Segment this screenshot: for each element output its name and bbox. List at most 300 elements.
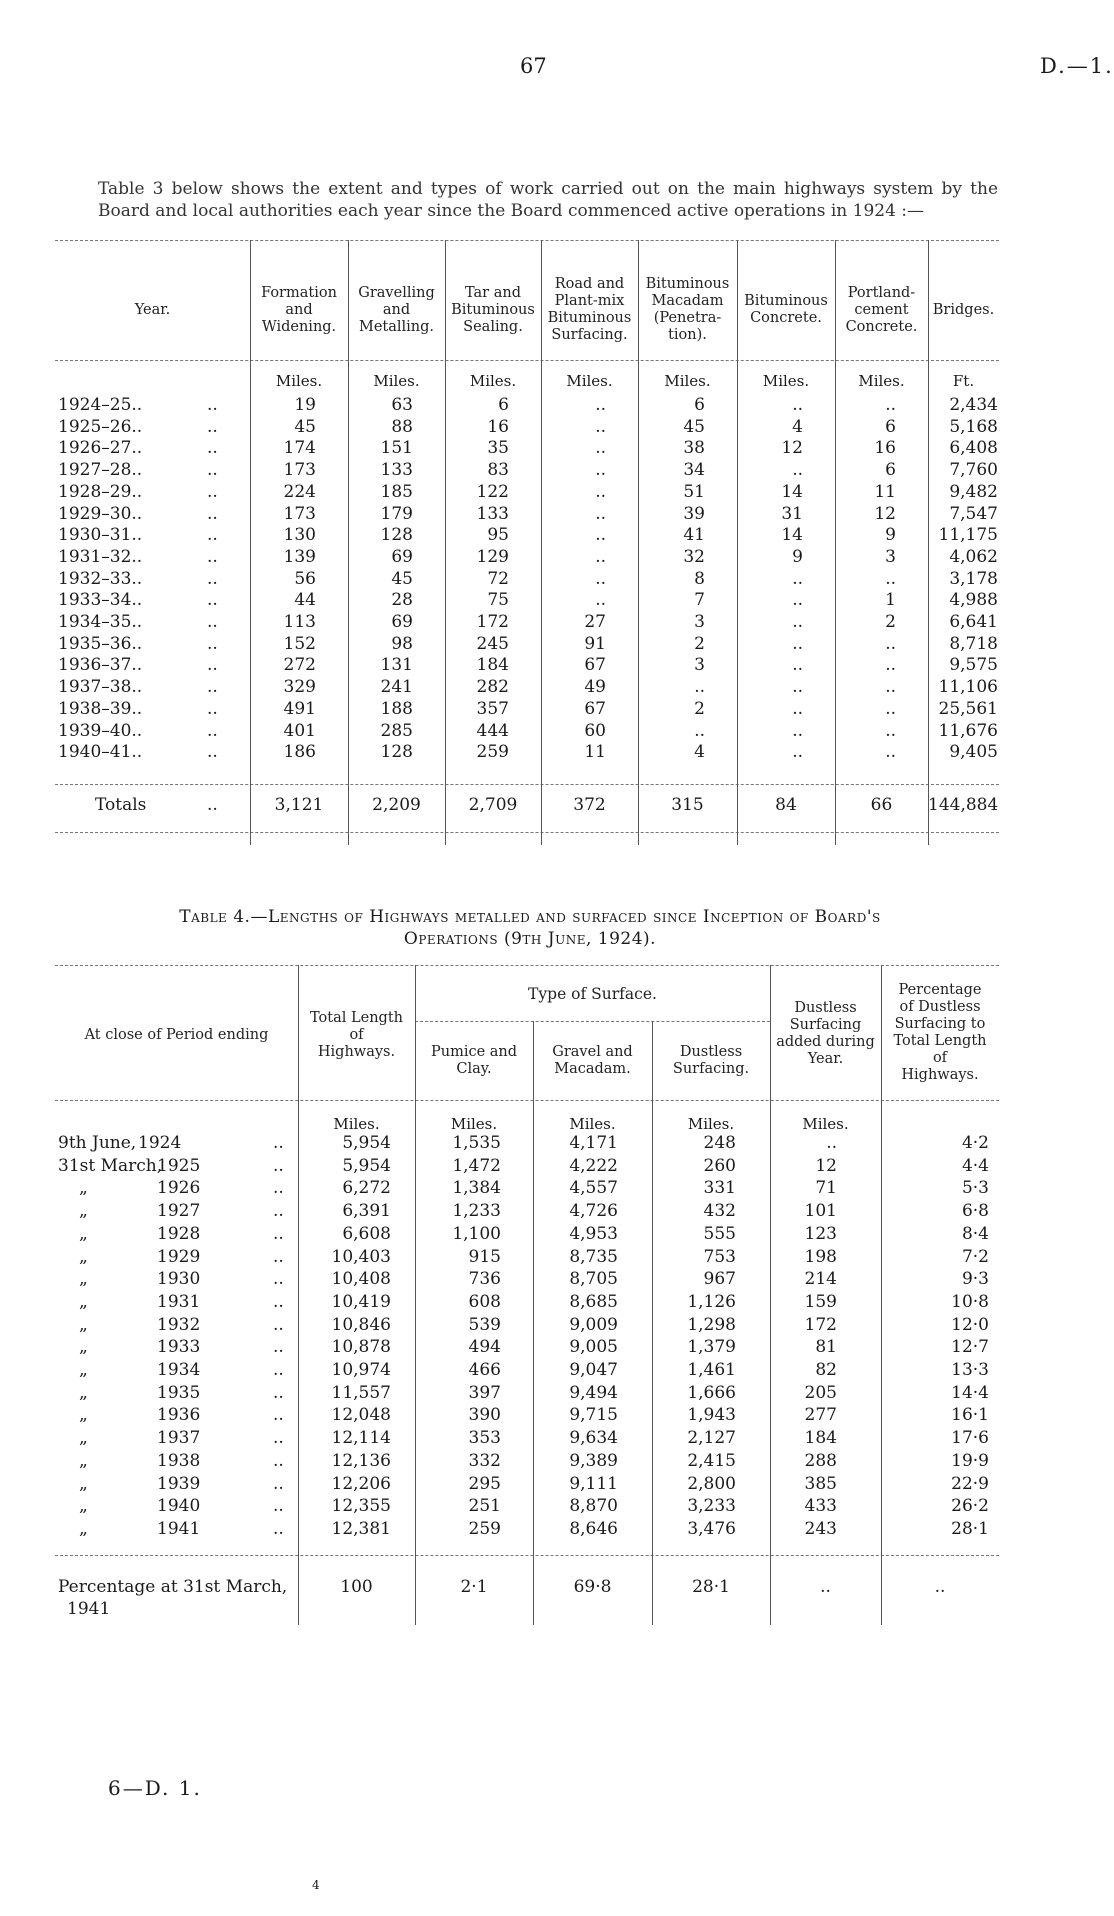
cell-total-length: 12,206 [331, 1473, 391, 1494]
table-4-row [55, 1156, 999, 1178]
cell-total-length: 12,381 [331, 1518, 391, 1539]
cell-plant-mix: 67 [584, 655, 606, 676]
pct-gravel: 69·8 [573, 1577, 612, 1597]
leader-dots: .. [273, 1201, 284, 1222]
table-4-row [55, 1133, 999, 1155]
row-year: 1925–26.. [58, 416, 143, 437]
leader-dots: .. [273, 1314, 284, 1335]
cell-bridges: 25,561 [938, 698, 998, 719]
cell-gravel-macadam: 9,009 [569, 1314, 618, 1335]
table-3-row [55, 677, 999, 699]
cell-pumice-clay: 332 [468, 1450, 501, 1471]
cell-gravel-macadam: 4,222 [569, 1155, 618, 1176]
cell-gravelling: 185 [380, 481, 413, 502]
cell-gravelling: 45 [391, 568, 413, 589]
footer-signature: 6—D. 1. [108, 1776, 202, 1800]
cell-formation: 113 [283, 612, 316, 632]
cell-bituminous-concrete: .. [792, 633, 803, 654]
total-bridges: 144,884 [928, 795, 999, 815]
unit-label: Miles. [566, 372, 613, 390]
cell-percentage: 10·8 [951, 1291, 989, 1312]
cell-plant-mix: .. [595, 568, 606, 589]
cell-gravelling: 69 [391, 546, 413, 567]
header-bituminous-concrete: Bituminous Concrete. [744, 293, 828, 326]
row-year: 1928–29.. [58, 481, 143, 502]
cell-tar-sealing: 16 [487, 416, 509, 437]
cell-bituminous-macadam: 2 [694, 698, 705, 719]
cell-percentage: 6·8 [961, 1201, 989, 1222]
cell-tar-sealing: 75 [487, 590, 509, 611]
cell-tar-sealing: 35 [487, 438, 509, 459]
table-3-row [55, 742, 999, 764]
cell-portland-cement: .. [885, 655, 896, 676]
row-period-prefix: „ [79, 1518, 88, 1539]
table-4-row [55, 1315, 999, 1337]
header-period: At close of Period ending [84, 1026, 269, 1043]
table-3-row [55, 699, 999, 721]
row-period-prefix: „ [79, 1337, 88, 1358]
unit-label: Miles. [469, 372, 517, 390]
cell-tar-sealing: 122 [476, 481, 509, 502]
row-period-prefix: „ [79, 1178, 88, 1199]
unit-label: Miles. [687, 1115, 735, 1133]
table-3-row [55, 525, 999, 547]
cell-total-length: 6,608 [342, 1223, 391, 1244]
cell-portland-cement: 3 [885, 546, 896, 567]
cell-bituminous-concrete: 31 [781, 503, 803, 524]
cell-pumice-clay: 251 [468, 1496, 501, 1517]
cell-gravelling: 188 [380, 698, 413, 719]
table-3-row [55, 504, 999, 526]
row-year: 1930–31.. [58, 525, 143, 546]
row-period-year: 1941 [157, 1518, 201, 1539]
cell-formation: 19 [294, 395, 316, 415]
cell-dustless: 260 [703, 1155, 736, 1176]
cell-dustless: 331 [703, 1178, 736, 1199]
table-3-row [55, 438, 999, 460]
leader-dots: .. [207, 677, 218, 698]
table-3-row [55, 547, 999, 569]
cell-dustless-added: 159 [804, 1291, 837, 1312]
table-3-row [55, 590, 999, 612]
leader-dots: .. [207, 655, 218, 676]
cell-portland-cement: 9 [885, 525, 896, 546]
row-period-year: 1930 [157, 1269, 201, 1290]
row-period-prefix: „ [79, 1360, 88, 1380]
row-period-prefix: „ [79, 1269, 88, 1290]
table-3-totals-rule [55, 784, 999, 785]
unit-label: Miles. [858, 372, 905, 390]
cell-gravel-macadam: 4,171 [569, 1133, 618, 1153]
cell-bridges: 6,408 [949, 438, 998, 459]
cell-plant-mix: 91 [584, 633, 606, 654]
cell-formation: 139 [283, 546, 316, 567]
cell-portland-cement: 12 [874, 503, 896, 524]
cell-gravelling: 131 [380, 655, 413, 676]
cell-pumice-clay: 1,384 [452, 1178, 501, 1199]
cell-bituminous-concrete: 4 [792, 416, 803, 437]
cell-bituminous-macadam: 34 [683, 460, 705, 481]
cell-gravel-macadam: 8,705 [569, 1269, 618, 1290]
cell-bituminous-concrete: .. [792, 720, 803, 741]
row-period-prefix: „ [79, 1496, 88, 1517]
table-4-title [60, 906, 1000, 950]
cell-percentage: 22·9 [951, 1473, 989, 1494]
cell-total-length: 12,114 [331, 1428, 391, 1449]
cell-plant-mix: 11 [584, 742, 606, 763]
header-total-length: Total Length of Highways. [310, 1009, 403, 1060]
cell-dustless-added: .. [826, 1133, 837, 1153]
cell-gravelling: 63 [391, 395, 413, 415]
cell-bituminous-concrete: .. [792, 655, 803, 676]
pct-pumice: 2·1 [460, 1577, 488, 1597]
row-period-year: 1926 [157, 1178, 201, 1199]
row-year: 1935–36.. [58, 633, 143, 654]
table-4-row [55, 1224, 999, 1246]
cell-bridges: 9,405 [949, 742, 998, 763]
cell-gravel-macadam: 4,557 [569, 1178, 618, 1199]
cell-dustless: 753 [703, 1246, 736, 1267]
table-3-row [55, 395, 999, 417]
table-4-row [55, 1428, 999, 1450]
cell-gravelling: 98 [391, 633, 413, 654]
cell-portland-cement: .. [885, 720, 896, 741]
row-period-year: 1934 [157, 1360, 201, 1380]
cell-bituminous-concrete: .. [792, 612, 803, 632]
leader-dots: .. [273, 1382, 284, 1403]
cell-dustless-added: 81 [815, 1337, 837, 1358]
leader-dots: .. [273, 1360, 284, 1380]
cell-bituminous-macadam: 39 [683, 503, 705, 524]
table-3-row [55, 482, 999, 504]
cell-gravelling: 128 [380, 525, 413, 546]
cell-gravelling: 241 [380, 677, 413, 698]
table-4-percentage-rule [55, 1555, 999, 1556]
cell-formation: 45 [294, 416, 316, 437]
cell-formation: 130 [283, 525, 316, 546]
row-period-year: 1929 [157, 1246, 201, 1267]
leader-dots: .. [207, 633, 218, 654]
cell-bituminous-macadam: 8 [694, 568, 705, 589]
cell-portland-cement: 6 [885, 416, 896, 437]
leader-dots: .. [207, 460, 218, 481]
table-4-row [55, 1360, 999, 1382]
cell-dustless-added: 12 [815, 1155, 837, 1176]
row-period-prefix: „ [79, 1450, 88, 1471]
cell-gravelling: 133 [380, 460, 413, 481]
cell-formation: 224 [283, 481, 316, 502]
cell-tar-sealing: 172 [476, 612, 509, 632]
cell-pumice-clay: 1,472 [452, 1155, 501, 1176]
cell-tar-sealing: 6 [498, 395, 509, 415]
table-4-row [55, 1474, 999, 1496]
totals-label: Totals [95, 795, 147, 815]
cell-total-length: 10,846 [331, 1314, 391, 1335]
row-year: 1936–37.. [58, 655, 143, 676]
cell-formation: 174 [283, 438, 316, 459]
cell-total-length: 10,974 [331, 1360, 391, 1380]
header-year: Year. [134, 301, 171, 318]
cell-pumice-clay: 1,535 [452, 1133, 501, 1153]
header-pumice-clay: Pumice and Clay. [430, 1044, 518, 1077]
row-period-year: 1932 [157, 1314, 201, 1335]
cell-dustless: 432 [703, 1201, 736, 1222]
cell-pumice-clay: 295 [468, 1473, 501, 1494]
cell-gravel-macadam: 9,634 [569, 1428, 618, 1449]
cell-pumice-clay: 466 [468, 1360, 501, 1380]
cell-formation: 173 [283, 503, 316, 524]
cell-formation: 152 [283, 633, 316, 654]
cell-bridges: 9,575 [949, 655, 998, 676]
cell-bituminous-concrete: .. [792, 677, 803, 698]
cell-portland-cement: 2 [885, 612, 896, 632]
cell-portland-cement: .. [885, 698, 896, 719]
cell-total-length: 12,048 [331, 1405, 391, 1426]
cell-dustless: 1,943 [687, 1405, 736, 1426]
row-year: 1932–33.. [58, 568, 143, 589]
percentage-label-line-2: 1941 [67, 1599, 111, 1619]
cell-bridges: 11,106 [938, 677, 998, 698]
header-dustless-added: Dustless Surfacing added during Year. [776, 1000, 875, 1067]
table-4-title-line-1: Table 4.—Lengths of Highways metalled and surfaced since Inception of Board's [179, 907, 881, 927]
table-4-row [55, 1405, 999, 1427]
pct-percentage: .. [934, 1577, 946, 1597]
row-period-year: 1935 [157, 1382, 201, 1403]
cell-total-length: 6,272 [342, 1178, 391, 1199]
cell-percentage: 4·4 [961, 1155, 989, 1176]
cell-percentage: 17·6 [951, 1428, 989, 1449]
header-dustless-surfacing: Dustless Surfacing. [672, 1044, 750, 1077]
cell-dustless: 3,233 [687, 1496, 736, 1517]
table-3 [55, 240, 999, 845]
cell-tar-sealing: 259 [476, 742, 509, 763]
total-bituminous-macadam: 315 [671, 795, 704, 815]
header-portland-cement: Portland- cement Concrete. [845, 284, 918, 335]
leader-dots: .. [273, 1133, 284, 1153]
cell-bridges: 3,178 [949, 568, 998, 589]
table-3-row [55, 634, 999, 656]
leader-dots: .. [273, 1518, 284, 1539]
cell-bridges: 5,168 [949, 416, 998, 437]
row-period-prefix: „ [79, 1405, 88, 1426]
cell-plant-mix: .. [595, 416, 606, 437]
table-4-header-rule [55, 1100, 999, 1101]
row-period-year: 1937 [157, 1428, 201, 1449]
printer-mark: 4 [312, 1878, 320, 1892]
cell-plant-mix: 60 [584, 720, 606, 741]
row-period-prefix: „ [79, 1291, 88, 1312]
table-3-row [55, 721, 999, 743]
cell-bituminous-concrete: .. [792, 460, 803, 481]
cell-portland-cement: 11 [874, 481, 896, 502]
table-4-top-rule [55, 965, 999, 966]
leader-dots: .. [207, 481, 218, 502]
cell-total-length: 10,408 [331, 1269, 391, 1290]
cell-bituminous-macadam: 45 [683, 416, 705, 437]
table-4-title-line-2: Operations (9th June, 1924). [403, 929, 657, 949]
row-period-year: 1938 [157, 1450, 201, 1471]
cell-gravelling: 88 [391, 416, 413, 437]
cell-total-length: 6,391 [342, 1201, 391, 1222]
row-year: 1937–38.. [58, 677, 143, 698]
cell-pumice-clay: 397 [468, 1382, 501, 1403]
cell-percentage: 7·2 [961, 1246, 989, 1267]
cell-gravel-macadam: 9,389 [569, 1450, 618, 1471]
unit-label: Miles. [450, 1115, 498, 1133]
cell-plant-mix: .. [595, 395, 606, 415]
row-year: 1924–25.. [58, 395, 143, 415]
header-type-of-surface: Type of Surface. [528, 984, 657, 1003]
unit-label: Miles. [802, 1115, 849, 1133]
leader-dots: .. [273, 1450, 284, 1471]
row-period-year: 1931 [157, 1291, 201, 1312]
cell-total-length: 12,355 [331, 1496, 391, 1517]
cell-dustless: 1,379 [687, 1337, 736, 1358]
cell-bituminous-concrete: 12 [781, 438, 803, 459]
table-4-percentage-row [55, 1569, 999, 1619]
cell-bituminous-macadam: .. [694, 720, 705, 741]
total-bituminous-concrete: 84 [775, 795, 797, 815]
cell-portland-cement: 1 [885, 590, 896, 611]
row-period-prefix: „ [79, 1473, 88, 1494]
cell-dustless-added: 205 [804, 1382, 837, 1403]
cell-total-length: 12,136 [331, 1450, 391, 1471]
cell-total-length: 11,557 [331, 1382, 391, 1403]
leader-dots: .. [207, 525, 218, 546]
cell-bituminous-concrete: .. [792, 568, 803, 589]
cell-percentage: 13·3 [951, 1360, 989, 1380]
cell-formation: 56 [294, 568, 316, 589]
cell-bituminous-macadam: 3 [694, 612, 705, 632]
cell-bituminous-macadam: .. [694, 677, 705, 698]
leader-dots: .. [273, 1291, 284, 1312]
cell-dustless-added: 214 [804, 1269, 837, 1290]
leader-dots: .. [207, 438, 218, 459]
table-4-row [55, 1496, 999, 1518]
leader-dots: .. [207, 416, 218, 437]
cell-dustless: 2,415 [687, 1450, 736, 1471]
cell-bituminous-macadam: 2 [694, 633, 705, 654]
table-4-row [55, 1519, 999, 1541]
total-tar-sealing: 2,709 [468, 795, 518, 815]
cell-gravelling: 179 [380, 503, 413, 524]
cell-pumice-clay: 1,100 [452, 1223, 501, 1244]
leader-dots: .. [207, 698, 218, 719]
cell-bridges: 7,547 [949, 503, 998, 524]
header-formation: Formation and Widening. [261, 284, 337, 335]
cell-dustless-added: 277 [804, 1405, 837, 1426]
cell-dustless: 1,461 [687, 1360, 736, 1380]
table-4-row [55, 1269, 999, 1291]
cell-formation: 401 [283, 720, 316, 741]
type-of-surface-rule [415, 1021, 770, 1022]
cell-bridges: 9,482 [949, 481, 998, 502]
row-period-year: 1940 [157, 1496, 201, 1517]
header-plant-mix: Road and Plant-mix Bituminous Surfacing. [547, 276, 632, 343]
cell-tar-sealing: 444 [476, 720, 509, 741]
page-reference: D.—1. [1040, 54, 1114, 78]
cell-percentage: 12·0 [951, 1314, 989, 1335]
total-plant-mix: 372 [573, 795, 606, 815]
cell-tar-sealing: 184 [476, 655, 509, 676]
cell-plant-mix: .. [595, 590, 606, 611]
cell-portland-cement: .. [885, 395, 896, 415]
leader-dots: .. [207, 720, 218, 741]
row-period-prefix: „ [79, 1201, 88, 1222]
cell-bridges: 11,175 [938, 525, 998, 546]
cell-formation: 329 [283, 677, 316, 698]
cell-bituminous-concrete: 14 [781, 525, 803, 546]
cell-dustless-added: 184 [804, 1428, 837, 1449]
cell-formation: 173 [283, 460, 316, 481]
leader-dots: .. [207, 503, 218, 524]
cell-bituminous-concrete: 14 [781, 481, 803, 502]
cell-gravelling: 128 [380, 742, 413, 763]
table-3-row [55, 569, 999, 591]
table-3-top-rule [55, 240, 999, 241]
leader-dots: .. [207, 590, 218, 611]
cell-bridges: 4,062 [949, 546, 998, 567]
table-3-row [55, 417, 999, 439]
leader-dots: .. [207, 795, 218, 815]
cell-total-length: 10,419 [331, 1291, 391, 1312]
pct-dustless: 28·1 [692, 1577, 730, 1597]
cell-dustless-added: 172 [804, 1314, 837, 1335]
cell-dustless: 2,127 [687, 1428, 736, 1449]
table-4-row [55, 1383, 999, 1405]
leader-dots: .. [207, 568, 218, 589]
cell-tar-sealing: 357 [476, 698, 509, 719]
cell-pumice-clay: 390 [468, 1405, 501, 1426]
cell-gravel-macadam: 9,494 [569, 1382, 618, 1403]
cell-formation: 44 [294, 590, 316, 611]
page-number: 67 [520, 54, 547, 78]
cell-bituminous-macadam: 4 [694, 742, 705, 763]
cell-dustless-added: 82 [815, 1360, 837, 1380]
cell-gravel-macadam: 4,726 [569, 1201, 618, 1222]
cell-dustless-added: 433 [804, 1496, 837, 1517]
leader-dots: .. [273, 1155, 284, 1176]
cell-pumice-clay: 494 [468, 1337, 501, 1358]
cell-total-length: 10,878 [331, 1337, 391, 1358]
cell-dustless: 555 [703, 1223, 736, 1244]
cell-formation: 272 [283, 655, 316, 676]
unit-label: Miles. [373, 372, 420, 390]
leader-dots: .. [273, 1223, 284, 1244]
cell-dustless-added: 101 [804, 1201, 837, 1222]
row-year: 1940–41.. [58, 742, 143, 763]
cell-bituminous-concrete: .. [792, 395, 803, 415]
cell-bituminous-concrete: .. [792, 698, 803, 719]
cell-bituminous-concrete: .. [792, 590, 803, 611]
cell-percentage: 19·9 [951, 1450, 989, 1471]
header-tar-sealing: Tar and Bituminous Sealing. [451, 284, 535, 335]
unit-label: Miles. [569, 1115, 616, 1133]
row-year: 1927–28.. [58, 460, 143, 481]
table-4-row [55, 1292, 999, 1314]
table-4-row [55, 1247, 999, 1269]
cell-bridges: 6,641 [949, 612, 998, 632]
header-bituminous-macadam: Bituminous Macadam (Penetra- tion). [645, 276, 730, 343]
unit-label: Miles. [762, 372, 810, 390]
unit-label: Ft. [952, 372, 975, 390]
cell-bituminous-macadam: 38 [683, 438, 705, 459]
pct-total: 100 [340, 1577, 373, 1597]
cell-tar-sealing: 129 [476, 546, 509, 567]
leader-dots: .. [207, 395, 218, 415]
intro-paragraph: Table 3 below shows the extent and types of work carried out on the main highways system by the Board and local authorities each year since the Board commenced active operations in 1924 :— [98, 179, 998, 221]
cell-percentage: 8·4 [961, 1223, 989, 1244]
